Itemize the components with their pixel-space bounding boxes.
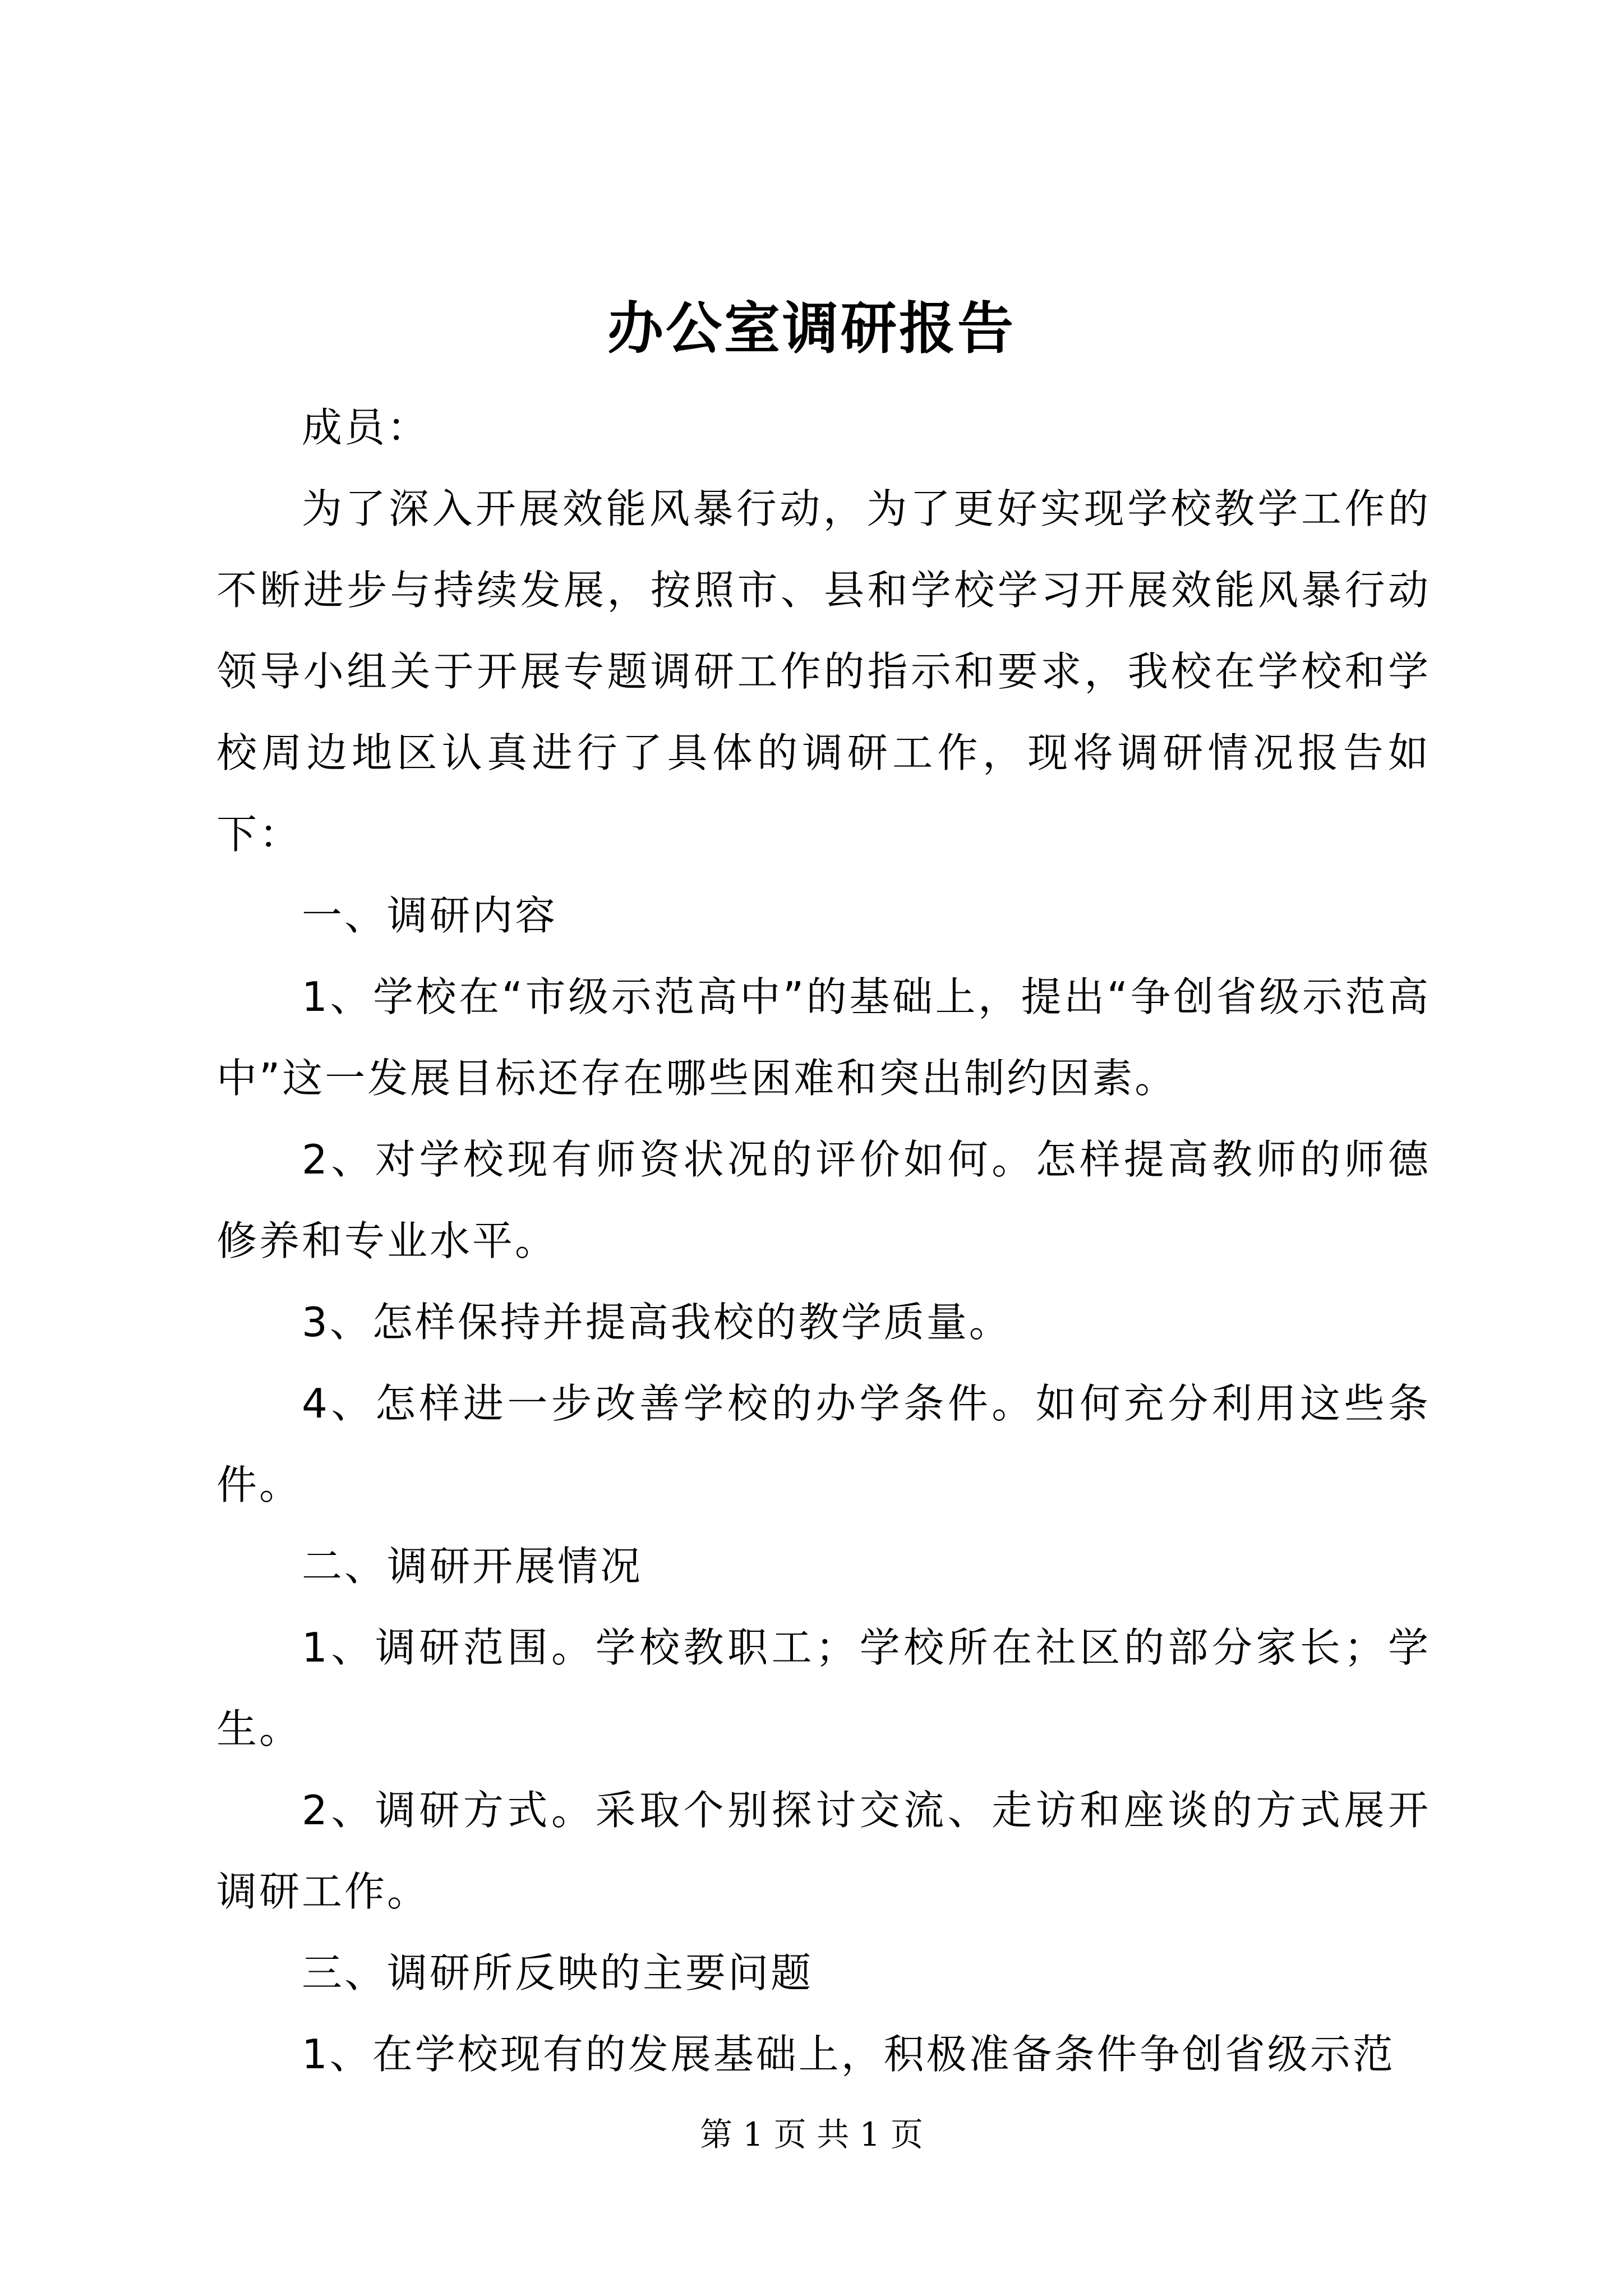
paragraph-intro: 为了深入开展效能风暴行动，为了更好实现学校教学工作的不断进步与持续发展，按照市、县和学校学习开展效能风暴行动领导小组关于开展专题调研工作的指示和要求，我校在学校和学校周边地区认真进行了具体的调研工作，现将调研情况报告如下： [216,485,1431,858]
paragraph-content-item-2: 2、对学校现有师资状况的评价如何。怎样提高教师的师德修养和专业水平。 [216,1136,1431,1264]
page-footer: 第 1 页 共 1 页 [700,2115,923,2154]
section-heading-research-progress: 二、调研开展情况 [302,1543,643,1590]
paragraph-content-item-3: 3、怎样保持并提高我校的教学质量。 [302,1299,1012,1346]
paragraph-issues-item-1: 1、在学校现有的发展基础上，积极准备条件争创省级示范 [302,2031,1395,2078]
paragraph-content-item-4: 4、怎样进一步改善学校的办学条件。如何充分利用这些条件。 [216,1380,1431,1508]
section-heading-main-issues: 三、调研所反映的主要问题 [302,1949,814,1996]
paragraph-progress-item-1: 1、调研范围。学校教职工；学校所在社区的部分家长；学生。 [216,1624,1431,1752]
paragraph-content-item-1: 1、学校在“市级示范高中”的基础上，提出“争创省级示范高中”这一发展目标还存在哪些困难和突出制约因素。 [216,973,1431,1102]
document-body [216,387,1431,2095]
section-heading-research-content: 一、调研内容 [302,892,558,939]
paragraph-progress-item-2: 2、调研方式。采取个别探讨交流、走访和座谈的方式展开调研工作。 [216,1787,1431,1915]
document-title: 办公室调研报告 [607,295,1016,361]
paragraph-members: 成员： [302,404,430,451]
